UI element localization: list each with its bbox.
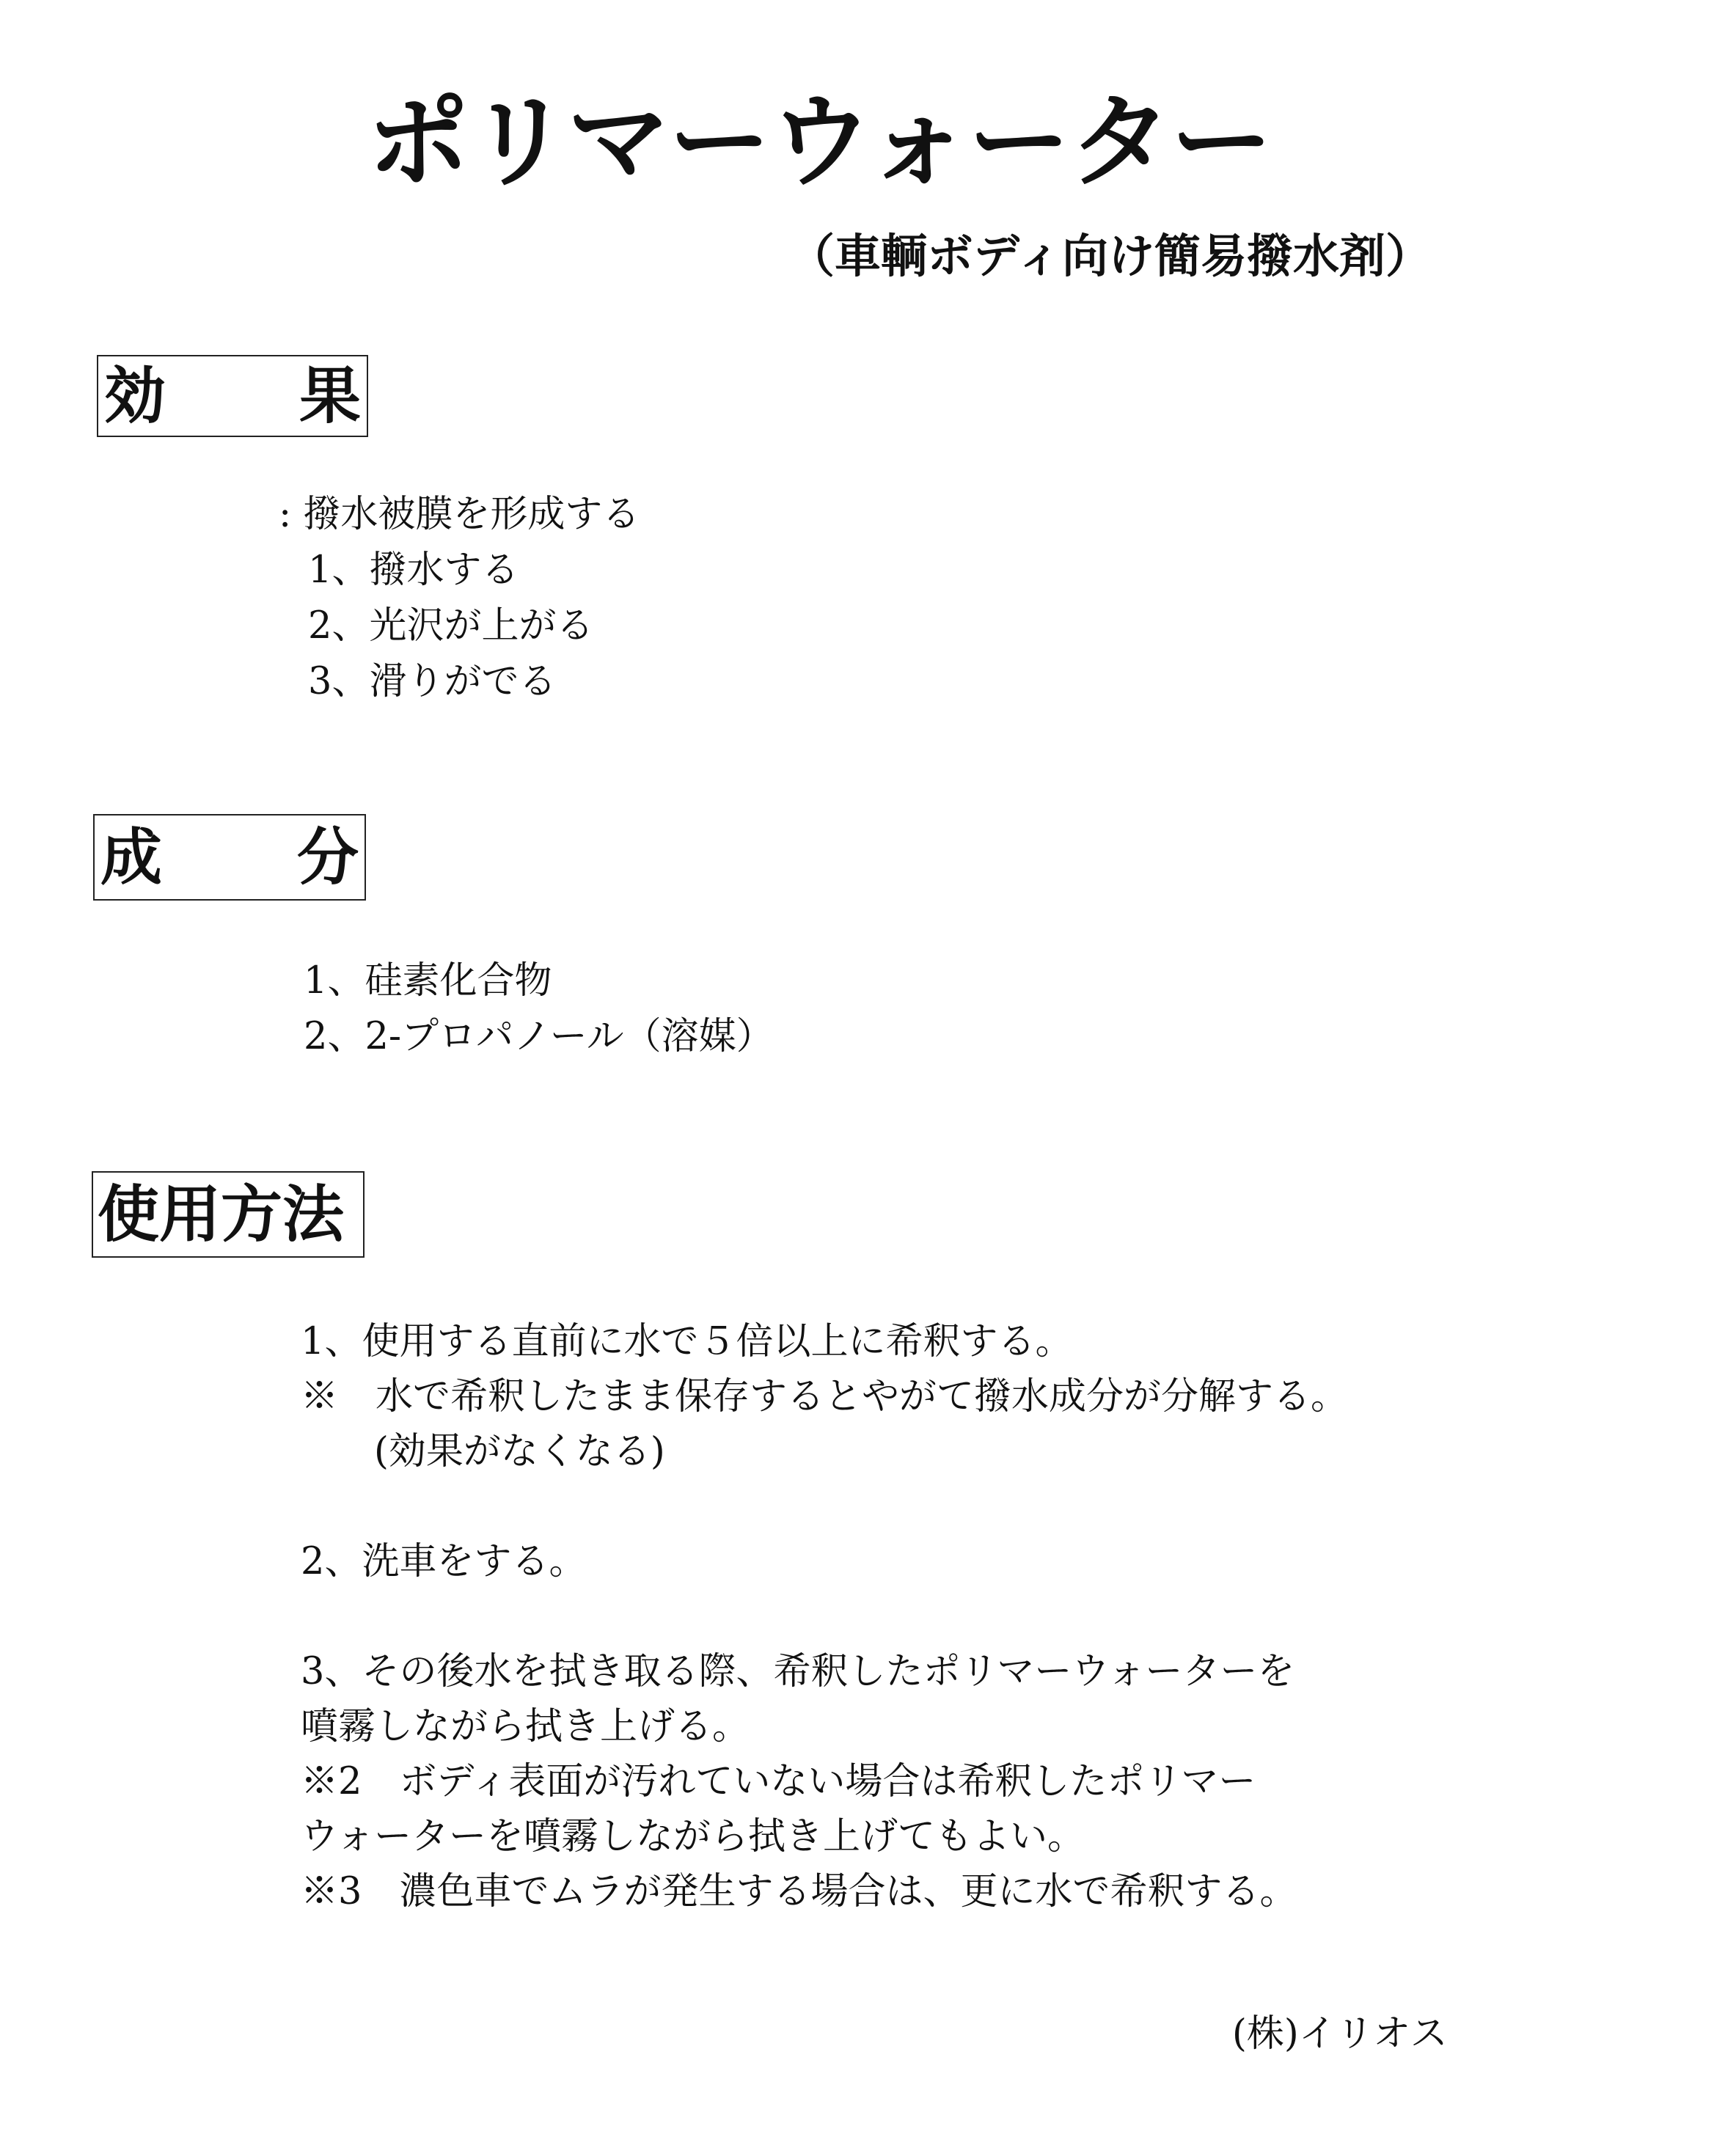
company-name: (株)イリオス	[1232, 2012, 1448, 2056]
usage-note-2: ※2 ボディ表面が汚れていない場合は希釈したポリマー	[301, 1760, 1256, 1803]
usage-note-2-continued: ウォーターを噴霧しながら拭き上げてもよい。	[301, 1815, 1085, 1858]
effect-list	[279, 487, 640, 710]
section-heading-usage: 使用方法	[92, 1171, 365, 1258]
section-heading-ingredients-char: 分	[296, 821, 359, 893]
usage-spacer	[301, 1589, 1348, 1644]
document-subtitle: （車輌ボディ向け簡易撥水剤）	[788, 230, 1432, 283]
usage-step-2: 2、洗車をする。	[301, 1540, 587, 1583]
usage-step-1: 1、使用する直前に水で５倍以上に希釈する。	[301, 1320, 1073, 1363]
section-heading-effect-char: 果	[299, 360, 361, 432]
usage-spacer	[301, 1479, 1348, 1534]
usage-note: ※ 水で希釈したまま保存するとやがて撥水成分が分解する。	[301, 1375, 1349, 1418]
effect-summary-line: : 撥水被膜を形成する	[279, 493, 640, 536]
document-title: ポリマーウォーター	[367, 83, 1272, 202]
ingredient-item: 1、硅素化合物	[304, 959, 552, 1002]
effect-item: 1、撥水する	[308, 549, 519, 592]
effect-item: 2、光沢が上がる	[308, 604, 594, 648]
usage-step-3: 3、その後水を拭き取る際、希釈したポリマーウォーターを	[301, 1650, 1295, 1693]
usage-step-3-continued: 噴霧しながら拭き上げる。	[301, 1705, 750, 1748]
section-heading-ingredients	[93, 814, 366, 901]
effect-item: 3、滑りがでる	[308, 660, 557, 703]
section-heading-effect	[97, 355, 368, 437]
section-heading-effect-char: 効	[104, 360, 166, 432]
ingredients-list	[304, 953, 774, 1065]
usage-note-3: ※3 濃色車でムラが発生する場合は、更に水で希釈する。	[301, 1870, 1297, 1913]
usage-note-continued: (効果がなくなる)	[374, 1430, 665, 1473]
section-heading-ingredients-char: 成	[100, 821, 163, 893]
ingredient-item: 2、2-プロパノール（溶媒）	[304, 1015, 774, 1058]
usage-instructions	[301, 1314, 1348, 1919]
